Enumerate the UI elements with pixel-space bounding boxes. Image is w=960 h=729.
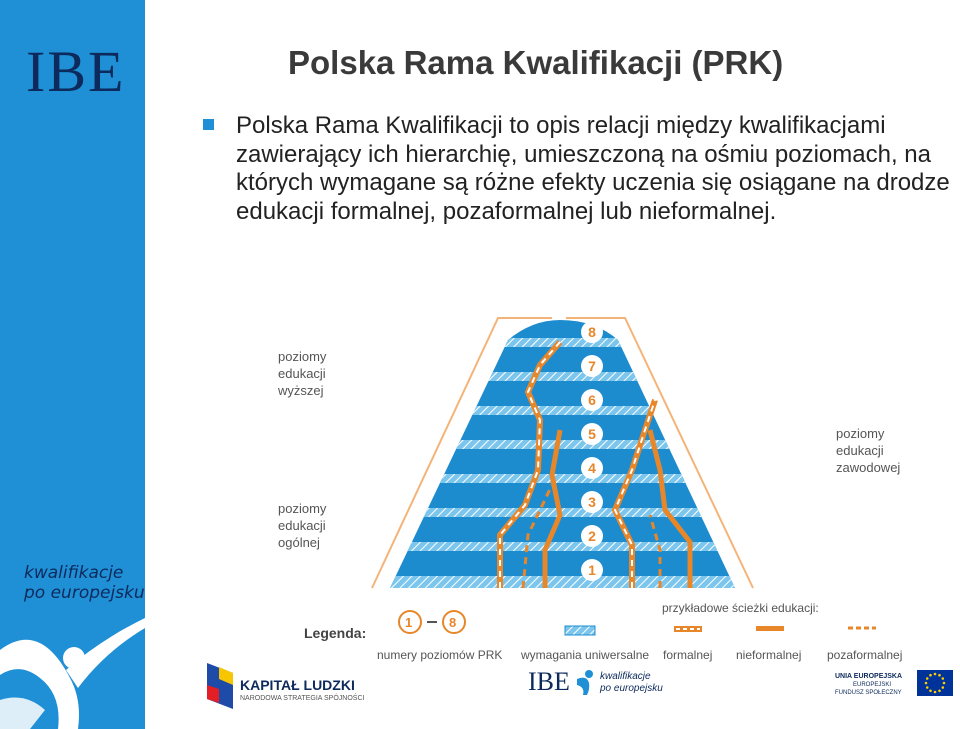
legend-range-from: 1 xyxy=(405,615,413,630)
ibe-logo: IBE xyxy=(26,39,126,104)
jumping-figure-icon xyxy=(0,600,145,729)
pyramid-graphic xyxy=(270,310,920,655)
eu-flag-icon xyxy=(917,670,953,696)
slide-title: Polska Rama Kwalifikacji (PRK) xyxy=(288,44,784,81)
kapital-ludzki-icon xyxy=(205,663,235,709)
legend-symbols xyxy=(270,606,920,641)
prk-diagram xyxy=(270,310,920,662)
footer-ibe-logo: IBE xyxy=(528,667,570,696)
level-number-2: 2 xyxy=(588,528,596,544)
sidebar-slogan xyxy=(24,563,145,603)
legend-item-universal: wymagania uniwersalne xyxy=(521,648,650,662)
level-number-4: 4 xyxy=(588,460,596,476)
level-number-5: 5 xyxy=(588,426,596,442)
kl-title: KAPITAŁ LUDZKI xyxy=(240,677,355,693)
paths-caption: przykładowe ścieżki edukacji: xyxy=(662,601,819,615)
intro-paragraph: Polska Rama Kwalifikacji to opis relacji między kwalifikacjami zawierający ich hierarchię, umieszczoną na ośmiu poziomach, na których wymagane są różne efekty uczenia się osiągane na drodze edukacji formalnej, pozaformalnej lub nieformalnej. xyxy=(236,112,950,225)
footer-slogan-2: po europejsku xyxy=(600,683,663,694)
legend-range-to: 8 xyxy=(449,615,457,630)
level-number-6: 6 xyxy=(588,392,596,408)
label-higher-education: poziomy edukacji wyższej xyxy=(278,349,327,398)
level-number-1: 1 xyxy=(588,562,596,578)
sidebar xyxy=(0,0,145,729)
level-number-7: 7 xyxy=(588,358,596,374)
legend-item-nonformal: pozaformalnej xyxy=(827,648,903,662)
slogan-line-2: po europejsku xyxy=(24,583,145,603)
pyramid-bands xyxy=(370,310,770,590)
footer-figure-icon xyxy=(577,669,597,695)
bullet-icon xyxy=(203,119,214,130)
legend-item-informal: nieformalnej xyxy=(736,648,802,662)
legend-title: Legenda: xyxy=(304,625,367,641)
footer-logos xyxy=(145,655,960,729)
kl-subtitle: NARODOWA STRATEGIA SPÓJNOŚCI xyxy=(240,695,365,702)
eu-line-2: EUROPEJSKI xyxy=(853,682,892,688)
eu-line-3: FUNDUSZ SPOŁECZNY xyxy=(835,690,902,696)
slogan-line-1: kwalifikacje xyxy=(24,563,124,583)
level-number-8: 8 xyxy=(588,324,596,340)
footer-slogan-1: kwalifikacje xyxy=(600,671,651,682)
eu-line-1: UNIA EUROPEJSKA xyxy=(835,673,903,680)
label-vocational-education: poziomy edukacji zawodowej xyxy=(836,426,901,475)
level-number-3: 3 xyxy=(588,494,596,510)
legend-item-levels: numery poziomów PRK xyxy=(377,648,503,662)
label-general-education: poziomy edukacji ogólnej xyxy=(278,501,327,550)
legend-item-formal: formalnej xyxy=(663,648,713,662)
